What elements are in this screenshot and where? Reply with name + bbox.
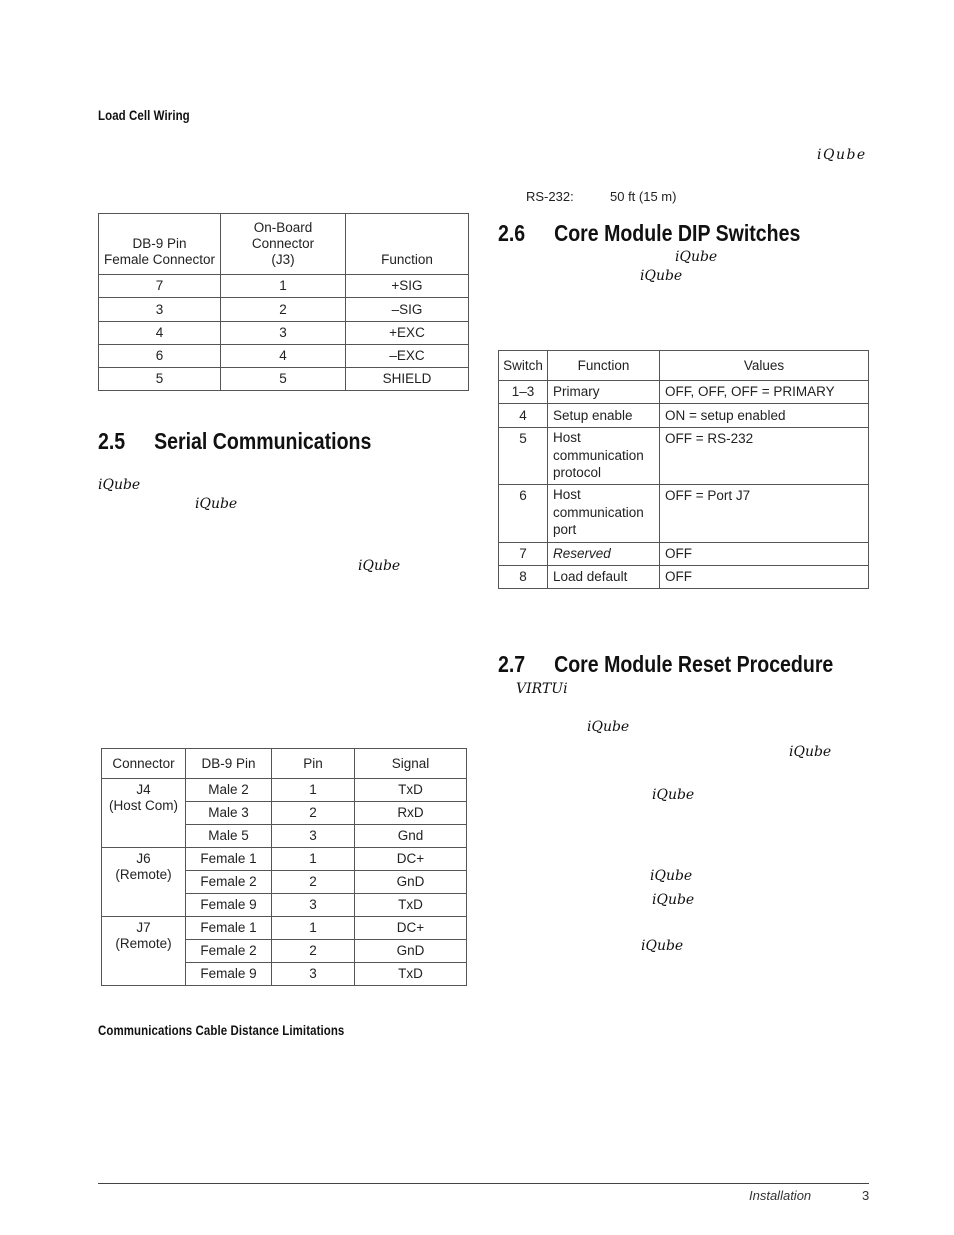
- product-name: iQube: [587, 719, 630, 735]
- table-cell: 4: [221, 345, 346, 368]
- column-header: Pin: [272, 749, 355, 779]
- table-cell: Female 1: [186, 917, 272, 940]
- section-title: Serial Communications: [154, 428, 372, 454]
- table-cell: +EXC: [346, 322, 469, 345]
- table-cell: 2: [272, 802, 355, 825]
- product-name: iQube: [789, 744, 832, 760]
- connector-cell: J4 (Host Com): [102, 779, 186, 848]
- table-cell: 6: [499, 485, 548, 543]
- virtui-name: VIRTUi: [516, 681, 568, 697]
- table-cell: 1: [272, 779, 355, 802]
- dip-switch-table: [498, 350, 869, 589]
- table-cell: Primary: [548, 381, 660, 404]
- product-name: iQube: [817, 147, 867, 163]
- column-header: On-Board Connector (J3): [221, 214, 346, 275]
- table-row: [99, 345, 469, 368]
- table-cell: 3: [272, 894, 355, 917]
- product-name: iQube: [675, 249, 718, 265]
- table-cell: Female 1: [186, 848, 272, 871]
- section-number: 2.6: [498, 220, 526, 246]
- table-cell: ON = setup enabled: [660, 404, 869, 428]
- section-2-7-heading: [498, 651, 833, 678]
- table-row: [99, 322, 469, 345]
- rs232-label: RS-232:: [526, 189, 574, 204]
- table-row: [499, 404, 869, 428]
- table-cell: 1: [272, 848, 355, 871]
- table-cell: Female 9: [186, 963, 272, 986]
- footer-rule: [98, 1183, 869, 1184]
- product-name: iQube: [641, 938, 684, 954]
- table-cell: 2: [272, 940, 355, 963]
- load-cell-wiring-heading: Load Cell Wiring: [98, 107, 190, 123]
- table-cell: TxD: [355, 779, 467, 802]
- table-cell: RxD: [355, 802, 467, 825]
- product-name: iQube: [195, 496, 238, 512]
- table-cell: DC+: [355, 848, 467, 871]
- table-cell: 8: [499, 566, 548, 589]
- product-name: iQube: [358, 558, 401, 574]
- section-number: 2.7: [498, 651, 526, 677]
- table-cell: 7: [99, 275, 221, 298]
- product-name: iQube: [650, 868, 693, 884]
- table-cell: 6: [99, 345, 221, 368]
- table-cell: OFF: [660, 566, 869, 589]
- table-cell: 5: [499, 428, 548, 485]
- section-2-6-heading: [498, 220, 800, 247]
- column-header: Connector: [102, 749, 186, 779]
- table-row: [99, 275, 469, 298]
- table-cell: 1–3: [499, 381, 548, 404]
- rs232-value: 50 ft (15 m): [610, 189, 677, 204]
- table-cell: Female 2: [186, 940, 272, 963]
- column-header: Switch: [499, 351, 548, 381]
- table-cell: 4: [99, 322, 221, 345]
- table-cell: 2: [272, 871, 355, 894]
- cable-limits-heading: Communications Cable Distance Limitations: [98, 1022, 345, 1038]
- serial-connector-table: [101, 748, 467, 986]
- table-cell: Male 2: [186, 779, 272, 802]
- section-title: Core Module DIP Switches: [554, 220, 801, 246]
- column-header: DB-9 Pin: [186, 749, 272, 779]
- table-cell: GnD: [355, 940, 467, 963]
- section-number: 2.5: [98, 428, 126, 454]
- product-name: iQube: [640, 268, 683, 284]
- table-row: [499, 485, 869, 543]
- table-cell: 1: [221, 275, 346, 298]
- table-cell: TxD: [355, 963, 467, 986]
- table-cell: Female 2: [186, 871, 272, 894]
- table-cell: Reserved: [548, 543, 660, 566]
- table-row: [499, 566, 869, 589]
- table-row: [99, 368, 469, 391]
- table-row: [499, 543, 869, 566]
- table-cell: Male 5: [186, 825, 272, 848]
- table-row: [102, 917, 467, 940]
- section-2-5-heading: [98, 428, 371, 455]
- load-cell-wiring-table: [98, 213, 469, 391]
- table-cell: 4: [499, 404, 548, 428]
- table-cell: 5: [221, 368, 346, 391]
- table-cell: –EXC: [346, 345, 469, 368]
- table-cell: 5: [99, 368, 221, 391]
- connector-cell: J7 (Remote): [102, 917, 186, 986]
- page-number: 3: [862, 1188, 870, 1203]
- table-cell: 3: [221, 322, 346, 345]
- table-cell: OFF, OFF, OFF = PRIMARY: [660, 381, 869, 404]
- table-row: [499, 381, 869, 404]
- table-row: [99, 298, 469, 322]
- table-cell: Gnd: [355, 825, 467, 848]
- product-name: iQube: [98, 477, 141, 493]
- product-name: iQube: [652, 787, 695, 803]
- table-cell: 3: [272, 825, 355, 848]
- column-header: Function: [548, 351, 660, 381]
- table-cell: Host communication protocol: [548, 428, 660, 485]
- table-cell: DC+: [355, 917, 467, 940]
- table-row: [102, 848, 467, 871]
- table-row: [102, 779, 467, 802]
- table-cell: OFF = Port J7: [660, 485, 869, 543]
- table-cell: GnD: [355, 871, 467, 894]
- table-cell: 3: [272, 963, 355, 986]
- table-cell: Host communication port: [548, 485, 660, 543]
- table-cell: Male 3: [186, 802, 272, 825]
- table-cell: 2: [221, 298, 346, 322]
- table-cell: Setup enable: [548, 404, 660, 428]
- column-header: DB-9 Pin Female Connector: [99, 214, 221, 275]
- table-cell: 1: [272, 917, 355, 940]
- column-header: Signal: [355, 749, 467, 779]
- table-cell: SHIELD: [346, 368, 469, 391]
- table-cell: TxD: [355, 894, 467, 917]
- table-cell: Female 9: [186, 894, 272, 917]
- table-cell: Load default: [548, 566, 660, 589]
- product-name: iQube: [652, 892, 695, 908]
- table-cell: 3: [99, 298, 221, 322]
- table-cell: OFF = RS-232: [660, 428, 869, 485]
- connector-cell: J6 (Remote): [102, 848, 186, 917]
- section-title: Core Module Reset Procedure: [554, 651, 834, 677]
- table-cell: –SIG: [346, 298, 469, 322]
- column-header: Function: [346, 214, 469, 275]
- footer-section-label: Installation: [749, 1188, 812, 1203]
- column-header: Values: [660, 351, 869, 381]
- table-cell: OFF: [660, 543, 869, 566]
- table-cell: 7: [499, 543, 548, 566]
- table-row: [499, 428, 869, 485]
- table-cell: +SIG: [346, 275, 469, 298]
